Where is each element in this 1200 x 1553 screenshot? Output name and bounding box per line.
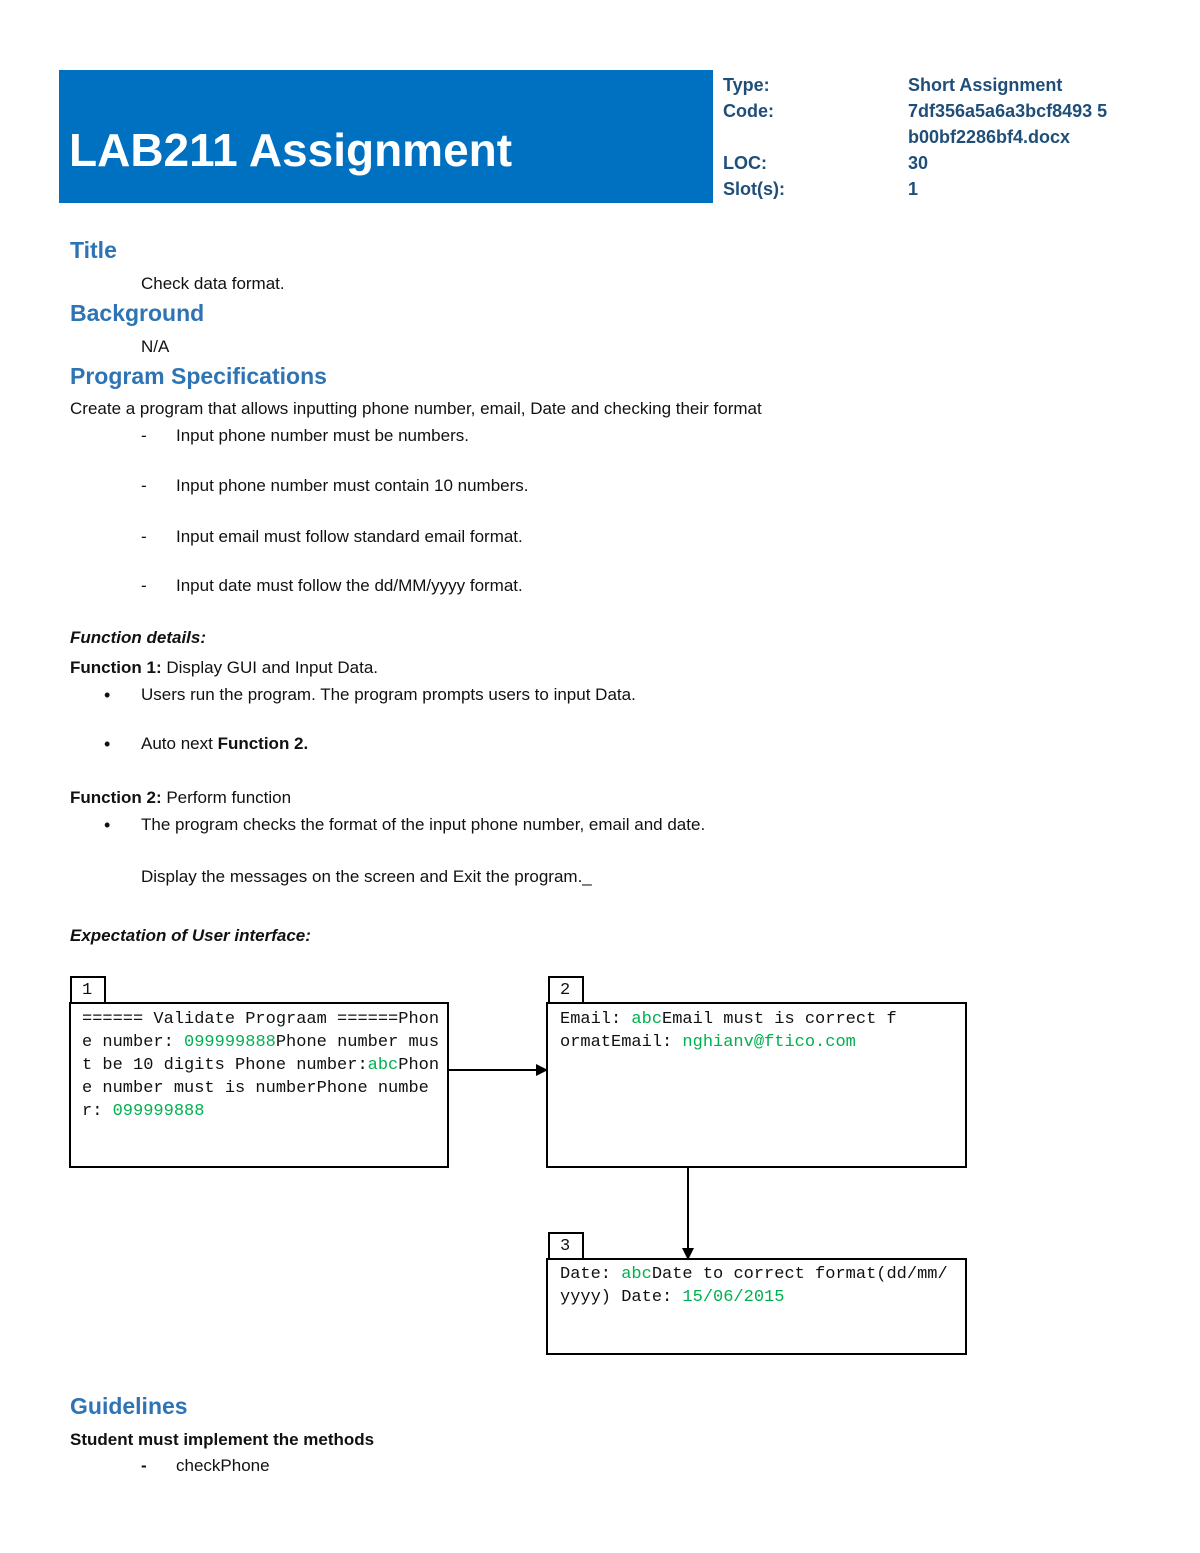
function2-label: Function 2:: [70, 788, 162, 807]
dash-marker: -: [141, 527, 147, 546]
title-heading: Title: [70, 237, 117, 263]
specs-heading: Program Specifications: [70, 363, 327, 389]
function2-text: Perform function: [161, 788, 292, 807]
meta-value: 30: [908, 153, 929, 173]
console-line: Date to correct format(dd/mm/yyyy) Date:: [560, 1265, 948, 1307]
function1-bullet: Users run the program. The program prompts users to input Data.: [141, 685, 636, 704]
console-line: Phone number must is numberPhone number:: [82, 1056, 440, 1121]
screen2-number: 2: [548, 976, 584, 1004]
function2-line2: Display the messages on the screen and Exit the program._: [141, 867, 592, 886]
meta-label: LOC:: [723, 153, 767, 173]
guidelines-heading: Guidelines: [70, 1393, 188, 1419]
screen3-text: [560, 1263, 950, 1309]
console-line: ====== Validate Prograam ======Phone number:: [82, 1010, 440, 1052]
screen1-number: 1: [70, 976, 106, 1004]
console-input: abc: [367, 1056, 399, 1075]
screen2-text: [560, 1008, 900, 1054]
document-title: LAB211 Assignment: [69, 124, 513, 176]
screen1-console: [69, 1002, 449, 1168]
console-input: 099999888: [184, 1033, 276, 1052]
guidelines-sub: Student must implement the methods: [70, 1430, 375, 1449]
specs-intro: Create a program that allows inputting phone number, email, Date and checking their format: [70, 399, 762, 418]
ui-label: Expectation of User interface:: [70, 926, 311, 945]
meta-value: Short Assignment: [908, 75, 1063, 95]
meta-label: Code:: [723, 101, 774, 121]
spec-item: Input email must follow standard email format.: [176, 527, 523, 546]
console-input: abc: [631, 1010, 663, 1029]
console-input: abc: [621, 1265, 652, 1284]
background-text: N/A: [141, 337, 170, 356]
meta-label: Slot(s):: [723, 179, 785, 199]
bullet-icon: •: [104, 815, 111, 835]
spec-item: Input phone number must contain 10 numbers.: [176, 476, 529, 495]
screen3-console: [546, 1258, 967, 1355]
console-line: Phone number must be 10 digits Phone number:: [82, 1033, 440, 1075]
spec-item: Input date must follow the dd/MM/yyyy format.: [176, 576, 523, 595]
screen3-number: 3: [548, 1232, 584, 1260]
dash-marker: -: [141, 476, 147, 495]
dash-marker: -: [141, 1456, 147, 1475]
console-input: 15/06/2015: [682, 1288, 785, 1307]
console-line: Email:: [560, 1010, 632, 1029]
bullet-bold: Function 2.: [217, 734, 309, 753]
background-heading: Background: [70, 300, 205, 326]
function1-text: Display GUI and Input Data.: [161, 658, 378, 677]
console-input: nghianv@ftico.com: [682, 1033, 856, 1052]
console-input: 099999888: [112, 1102, 205, 1121]
guideline-item: checkPhone: [176, 1456, 270, 1475]
meta-label: Type:: [723, 75, 770, 95]
meta-value: 7df356a5a6a3bcf8493 5b00bf2286bf4.docx: [908, 101, 1108, 147]
function2-bullet: The program checks the format of the input phone number, email and date.: [141, 815, 706, 834]
bullet-text: Auto next: [141, 734, 218, 753]
meta-value: 1: [908, 179, 919, 199]
screen2-console: [546, 1002, 967, 1168]
function1-label: Function 1:: [70, 658, 162, 677]
screen1-text: [82, 1008, 440, 1123]
spec-item: Input phone number must be numbers.: [176, 426, 469, 445]
title-text: Check data format.: [141, 274, 285, 293]
console-line: Date:: [560, 1265, 622, 1284]
function-details-label: Function details:: [70, 628, 206, 647]
console-line: Email must is correct formatEmail:: [560, 1010, 897, 1052]
bullet-icon: •: [104, 685, 111, 705]
bullet-icon: •: [104, 734, 111, 754]
dash-marker: -: [141, 426, 147, 445]
dash-marker: -: [141, 576, 147, 595]
